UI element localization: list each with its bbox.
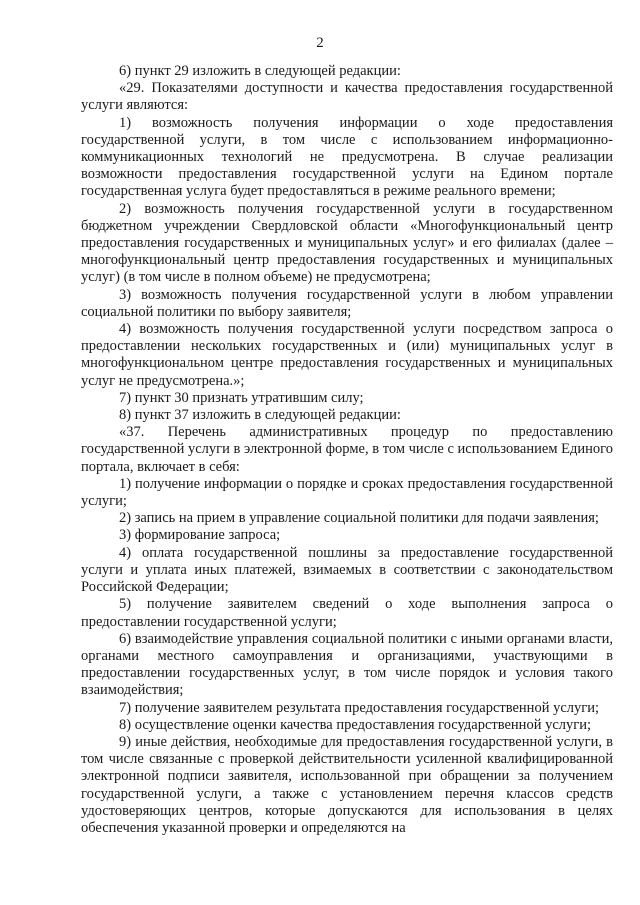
paragraph-clause-37-3: 3) формирование запроса;: [119, 527, 281, 544]
paragraph-clause-37-2: 2) запись на прием в управление социальной политики для подачи заявления;: [119, 510, 599, 527]
paragraph-clause-29-2: 2) возможность получения государственной услуги в государственном бюджетном учреждении Свердловской области «Многофункциональный центр предоставления государственных и муниципальных услуг» и его филиалах (далее – многофункциональный центр предоставления государственных и муниципальных услуг) (в том числе в полном объеме) не предусмотрена;: [81, 200, 613, 286]
paragraph-clause-37-9: 9) иные действия, необходимые для предоставления государственной услуги, в том числе связанные с проверкой действительности усиленной квалифицированной электронной подписи заявителя, использованной при обращении за получением государственной услуги, а также с установлением перечня классов средств удостоверяющих центров, которые допускаются для использования в целях обеспечения указанной проверки и определяются на: [81, 733, 613, 836]
paragraph-item-7: 7) пункт 30 признать утратившим силу;: [119, 389, 364, 406]
paragraph-clause-37-6: 6) взаимодействие управления социальной политики с иными органами власти, органами местного самоуправления и организациями, участвующими в предоставлении государственных услуг, в том числе порядок и условия такого взаимодействия;: [81, 630, 613, 699]
paragraph-clause-37-8: 8) осуществление оценки качества предоставления государственной услуги;: [119, 716, 591, 733]
document-body: [81, 63, 613, 837]
paragraph-clause-37-5: 5) получение заявителем сведений о ходе выполнения запроса о предоставлении государственной услуги;: [81, 596, 613, 630]
paragraph-clause-29-1: 1) возможность получения информации о ходе предоставления государственной услуги, в том числе с использованием информационно-коммуникационных технологий не предусмотрена. В случае реализации возможности предоставления государственной услуги на Едином портале государственная услуга будет предоставляться в режиме реального времени;: [81, 114, 613, 200]
page-number: 2: [316, 35, 324, 51]
paragraph-clause-29-intro: «29. Показателями доступности и качества предоставления государственной услуги являются:: [81, 80, 613, 114]
paragraph-item-6: 6) пункт 29 изложить в следующей редакции:: [119, 63, 401, 79]
paragraph-clause-37-4: 4) оплата государственной пошлины за предоставление государственной услуги и уплата иных платежей, взимаемых в соответствии с законодательством Российской Федерации;: [81, 544, 613, 596]
paragraph-clause-37-7: 7) получение заявителем результата предоставления государственной услуги;: [119, 699, 599, 716]
paragraph-clause-37-1: 1) получение информации о порядке и сроках предоставления государственной услуги;: [81, 475, 613, 510]
paragraph-clause-37-intro: «37. Перечень административных процедур по предоставлению государственной услуги в электронной форме, в том числе с использованием Единого портала, включает в себя:: [81, 424, 613, 475]
paragraph-item-8: 8) пункт 37 изложить в следующей редакции:: [119, 407, 401, 424]
paragraph-clause-29-4: 4) возможность получения государственной услуги посредством запроса о предоставлении нескольких государственных и (или) муниципальных услуг в многофункциональном центре предоставления государственных и муниципальных услуг не предусмотрена.»;: [81, 321, 613, 389]
paragraph-clause-29-3: 3) возможность получения государственной услуги в любом управлении социальной политики по выбору заявителя;: [81, 286, 613, 320]
